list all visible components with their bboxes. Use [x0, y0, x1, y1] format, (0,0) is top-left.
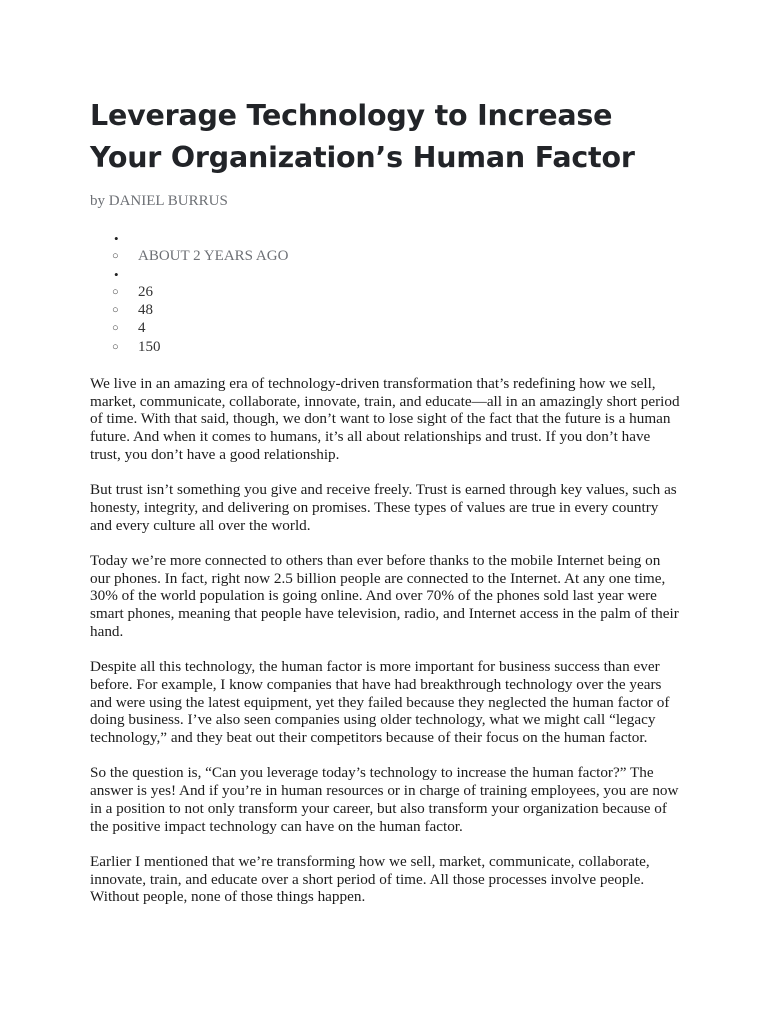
bullet-disc-icon: •	[114, 231, 119, 246]
share-count: 26	[138, 284, 153, 300]
paragraph: So the question is, “Can you leverage today’s technology to increase the human factor?” The answer is yes! And if you’re in human resources or in charge of training employees, you are now in a position to not only transform your career, but also transform your organization because of the positive impact technology can have on the human factor.	[90, 764, 679, 835]
bullet-circle-icon: ○	[112, 250, 119, 262]
share-count: 4	[138, 320, 146, 336]
paragraph: We live in an amazing era of technology-driven transformation that’s redefining how we sell, market, communicate, collaborate, innovate, train, and educate—all in an amazingly short period of time. With that said, though, we don’t want to lose sight of the fact that the future is a human future. And when it comes to humans, it’s all about relationships and trust. If you don’t have trust, you don’t have a good relationship.	[90, 375, 680, 463]
meta-item	[90, 247, 490, 265]
share-count: 150	[138, 339, 161, 355]
share-count-item[interactable]	[90, 319, 490, 337]
bullet-circle-icon: ○	[112, 322, 119, 334]
share-count-item[interactable]	[90, 301, 490, 319]
bullet-circle-icon: ○	[112, 341, 119, 353]
meta-item	[90, 266, 490, 284]
paragraph: Earlier I mentioned that we’re transforming how we sell, market, communicate, collaborate, innovate, train, and educate over a short period of time. All those processes involve people. Without people, none of those things happen.	[90, 852, 650, 906]
paragraph: Despite all this technology, the human factor is more important for business success than ever before. For example, I know companies that have had breakthrough technology over the years and were using the latest equipment, yet they failed because they neglected the human factor of doing business. I’ve also seen companies using older technology, what we might call “legacy technology,” and they beat out their competitors because of their focus on the human factor.	[90, 658, 670, 747]
author-byline: by DANIEL BURRUS	[90, 193, 228, 209]
paragraph: But trust isn’t something you give and receive freely. Trust is earned through key values, such as honesty, integrity, and delivering on promises. These types of values are true in every country and every culture all over the world.	[90, 481, 677, 534]
paragraph: Today we’re more connected to others than ever before thanks to the mobile Internet being on our phones. In fact, right now 2.5 billion people are connected to the Internet. At any one time, 30% of the world population is going online. And over 70% of the phones sold last year were smart phones, meaning that people have television, radio, and Internet access in the palm of their hand.	[90, 552, 679, 640]
bullet-disc-icon: •	[114, 267, 119, 282]
share-count-item[interactable]	[90, 283, 490, 301]
share-count-item[interactable]	[90, 338, 490, 356]
meta-item	[90, 230, 490, 248]
bullet-circle-icon: ○	[112, 286, 119, 298]
share-count: 48	[138, 302, 153, 318]
article-body	[90, 375, 680, 924]
published-time: ABOUT 2 YEARS AGO	[138, 248, 289, 264]
article-title: Leverage Technology to Increase Your Organization’s Human Factor	[90, 99, 635, 174]
bullet-circle-icon: ○	[112, 304, 119, 316]
